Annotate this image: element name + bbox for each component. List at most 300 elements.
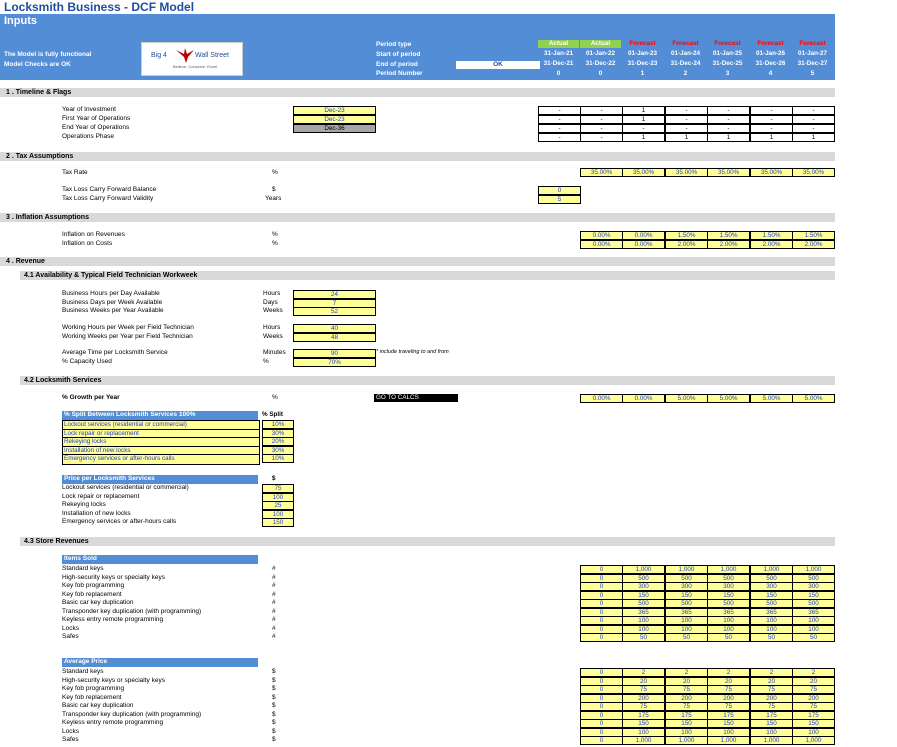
- hdr-start: Start of period: [376, 51, 421, 58]
- item-sold-unit: #: [272, 616, 276, 623]
- section-tax: 2 . Tax Assumptions: [0, 152, 835, 161]
- item-sold-input[interactable]: 100: [750, 616, 793, 625]
- avg-price-label: Standard keys: [62, 668, 104, 675]
- price-input[interactable]: 25: [262, 501, 294, 510]
- availability-input[interactable]: 48: [293, 333, 376, 342]
- timeline-label: First Year of Operations: [62, 115, 131, 122]
- tax-rate-input[interactable]: 35.00%: [665, 168, 708, 177]
- item-sold-unit: #: [272, 590, 276, 598]
- timeline-flag-cell: -: [792, 124, 835, 133]
- item-sold-input[interactable]: 365: [750, 608, 793, 617]
- item-sold-input[interactable]: 0: [580, 633, 623, 642]
- split-input[interactable]: 30%: [262, 429, 294, 438]
- item-sold-input[interactable]: 500: [622, 599, 665, 608]
- logo-tagline: Believe, Conceive, Excel: [173, 64, 218, 69]
- avg-price-unit: $: [272, 693, 276, 701]
- items-sold-header: Items Sold: [62, 555, 258, 564]
- split-col-header: % Split: [262, 411, 283, 418]
- item-sold-input[interactable]: 100: [622, 625, 665, 634]
- avg-price-input[interactable]: 1,000: [622, 736, 665, 745]
- item-sold-input[interactable]: 300: [792, 582, 835, 591]
- item-sold-unit: #: [272, 607, 276, 615]
- section-inflation: 3 . Inflation Assumptions: [0, 213, 835, 222]
- avg-price-unit: $: [272, 668, 276, 675]
- avg-price-input[interactable]: 0: [580, 702, 623, 711]
- item-sold-input[interactable]: 500: [665, 599, 708, 608]
- item-sold-unit: #: [272, 633, 276, 640]
- period-start-cell: 01-Jan-22: [585, 50, 616, 57]
- timeline-flag-cell: -: [792, 115, 835, 124]
- avg-price-input[interactable]: 175: [665, 711, 708, 720]
- availability-unit: Hours: [263, 324, 281, 331]
- item-sold-input[interactable]: 150: [792, 591, 835, 600]
- inflation-input[interactable]: 1.50%: [707, 231, 750, 240]
- item-sold-input[interactable]: 300: [750, 582, 793, 591]
- growth-input[interactable]: 5.00%: [665, 394, 708, 403]
- avg-price-input[interactable]: 0: [580, 694, 623, 703]
- avg-price-input[interactable]: 0: [580, 736, 623, 745]
- avg-price-input[interactable]: 20: [792, 677, 835, 686]
- availability-label: Business Days per Week Available: [62, 298, 163, 306]
- avg-price-input[interactable]: 0: [580, 668, 623, 677]
- price-table-header: Price per Locksmith Services: [62, 475, 258, 484]
- timeline-flag-cell: -: [665, 115, 708, 124]
- avg-price-input[interactable]: 200: [750, 694, 793, 703]
- timeline-flag-cell: -: [580, 124, 623, 133]
- avg-price-input[interactable]: 150: [665, 719, 708, 728]
- tlcf-validity-unit: Years: [265, 195, 282, 202]
- timeline-input[interactable]: Dec-36: [293, 124, 376, 133]
- period-end-cell: 31-Dec-26: [755, 60, 786, 67]
- item-sold-input[interactable]: 1,000: [665, 565, 708, 574]
- split-input[interactable]: 10%: [262, 420, 294, 429]
- item-sold-input[interactable]: 100: [750, 625, 793, 634]
- period-end-cell: 31-Dec-25: [712, 60, 743, 67]
- hdr-period-type: Period type: [376, 41, 412, 48]
- item-sold-input[interactable]: 50: [792, 633, 835, 642]
- avg-price-label: Key fob programming: [62, 685, 125, 692]
- availability-unit: Weeks: [263, 307, 283, 314]
- period-start-cell: 01-Jan-26: [755, 50, 786, 57]
- avg-price-input[interactable]: 175: [622, 711, 665, 720]
- subsection-availability: 4.1 Availability & Typical Field Technician Workweek: [20, 271, 835, 280]
- avg-price-input[interactable]: 75: [792, 685, 835, 694]
- item-sold-input[interactable]: 500: [792, 599, 835, 608]
- split-input[interactable]: 10%: [262, 454, 294, 463]
- tax-rate-input[interactable]: 35.00%: [792, 168, 835, 177]
- avg-price-input[interactable]: 2: [707, 668, 750, 677]
- period-end-cell: 31-Dec-23: [627, 60, 658, 67]
- avg-price-input[interactable]: 100: [622, 728, 665, 737]
- subsection-store: 4.3 Store Revenues: [20, 537, 835, 546]
- timeline-flag-cell: 1: [665, 133, 708, 142]
- avg-price-unit: $: [272, 685, 276, 692]
- item-sold-input[interactable]: 100: [792, 625, 835, 634]
- availability-label: Working Weeks per Year per Field Technician: [62, 332, 193, 340]
- timeline-label: Year of Investment: [62, 106, 116, 113]
- tax-rate-input[interactable]: 35.00%: [622, 168, 665, 177]
- growth-input[interactable]: 0.00%: [622, 394, 665, 403]
- section-revenue: 4 . Revenue: [0, 257, 835, 266]
- avg-price-input[interactable]: 20: [707, 677, 750, 686]
- model-title: Locksmith Business - DCF Model: [0, 0, 379, 14]
- availability-input[interactable]: 7: [293, 299, 376, 308]
- period-end-cell: 31-Dec-24: [670, 60, 701, 67]
- timeline-flag-cell: -: [707, 124, 750, 133]
- inflation-unit: %: [272, 240, 278, 247]
- item-sold-input[interactable]: 365: [707, 608, 750, 617]
- item-sold-input[interactable]: 365: [665, 608, 708, 617]
- price-service-label: Lock repair or replacement: [62, 492, 140, 500]
- inflation-input[interactable]: 0.00%: [622, 240, 665, 249]
- item-sold-input[interactable]: 500: [665, 574, 708, 583]
- status-functional: The Model is fully functional: [4, 51, 92, 58]
- timeline-flag-cell: 1: [622, 106, 665, 115]
- avg-price-unit: $: [272, 727, 276, 735]
- availability-unit: Hours: [263, 290, 281, 297]
- item-sold-input[interactable]: 100: [622, 616, 665, 625]
- tlcf-validity-input[interactable]: 5: [538, 195, 581, 204]
- split-input[interactable]: 20%: [262, 437, 294, 446]
- avg-price-input[interactable]: 200: [665, 694, 708, 703]
- avg-price-input[interactable]: 75: [707, 685, 750, 694]
- avg-price-input[interactable]: 175: [707, 711, 750, 720]
- tax-rate-unit: %: [272, 169, 278, 176]
- item-sold-input[interactable]: 150: [622, 591, 665, 600]
- avg-price-input[interactable]: 100: [792, 728, 835, 737]
- timeline-flag-cell: 1: [750, 133, 793, 142]
- section-timeline: 1 . Timeline & Flags: [0, 88, 835, 97]
- period-num-cell: 2: [683, 70, 688, 77]
- item-sold-input[interactable]: 150: [707, 591, 750, 600]
- avg-price-input[interactable]: 150: [707, 719, 750, 728]
- period-end-cell: 31-Dec-27: [797, 60, 828, 67]
- item-sold-input[interactable]: 100: [665, 625, 708, 634]
- avg-price-input[interactable]: 75: [665, 685, 708, 694]
- avg-price-input[interactable]: 150: [792, 719, 835, 728]
- period-type-cell: Forecast: [622, 40, 663, 48]
- period-type-cell: Forecast: [792, 40, 833, 48]
- period-num-cell: 3: [725, 70, 730, 77]
- company-logo: [141, 42, 243, 76]
- avg-price-label: Keyless entry remote programming: [62, 719, 164, 726]
- split-input[interactable]: 30%: [262, 446, 294, 455]
- period-num-cell: 0: [556, 70, 561, 77]
- avg-price-input[interactable]: 175: [792, 711, 835, 720]
- avg-price-label: Locks: [62, 727, 79, 735]
- price-service-label: Rekeying locks: [62, 501, 106, 508]
- avg-price-input[interactable]: 0: [580, 677, 623, 686]
- item-sold-label: Basic car key duplication: [62, 599, 134, 606]
- item-sold-input[interactable]: 150: [750, 591, 793, 600]
- price-input[interactable]: 150: [262, 518, 294, 527]
- price-input[interactable]: 100: [262, 510, 294, 519]
- item-sold-input[interactable]: 0: [580, 599, 623, 608]
- price-service-label: Emergency services or after-hours calls: [62, 518, 177, 525]
- period-num-cell: 4: [768, 70, 773, 77]
- tlcf-balance-input[interactable]: 0: [538, 186, 581, 195]
- timeline-flag-cell: 1: [707, 133, 750, 142]
- split-service-label: Lockout services (residential or commercial): [63, 421, 259, 430]
- item-sold-input[interactable]: 365: [792, 608, 835, 617]
- avg-price-input[interactable]: 1,000: [792, 736, 835, 745]
- inflation-input[interactable]: 0.00%: [580, 240, 623, 249]
- availability-unit: Minutes: [263, 349, 286, 356]
- item-sold-input[interactable]: 0: [580, 565, 623, 574]
- growth-unit: %: [272, 394, 278, 401]
- item-sold-input[interactable]: 500: [707, 599, 750, 608]
- growth-label: % Growth per Year: [62, 394, 120, 401]
- timeline-label: Operations Phase: [62, 133, 115, 140]
- inflation-input[interactable]: 0.00%: [580, 231, 623, 240]
- timeline-flag-cell: -: [538, 115, 581, 124]
- timeline-flag-cell: -: [707, 115, 750, 124]
- item-sold-label: Key fob programming: [62, 582, 125, 589]
- item-sold-input[interactable]: 300: [707, 582, 750, 591]
- growth-input[interactable]: 5.00%: [750, 394, 793, 403]
- item-sold-input[interactable]: 0: [580, 582, 623, 591]
- timeline-label: End Year of Operations: [62, 124, 130, 131]
- avg-price-input[interactable]: 150: [750, 719, 793, 728]
- item-sold-input[interactable]: 100: [707, 625, 750, 634]
- item-sold-input[interactable]: 50: [622, 633, 665, 642]
- avg-price-input[interactable]: 2: [750, 668, 793, 677]
- availability-input[interactable]: 40: [293, 324, 376, 333]
- avg-price-label: Basic car key duplication: [62, 702, 134, 709]
- avg-price-input[interactable]: 100: [750, 728, 793, 737]
- item-sold-input[interactable]: 300: [622, 582, 665, 591]
- item-sold-input[interactable]: 50: [665, 633, 708, 642]
- availability-label: % Capacity Used: [62, 357, 112, 365]
- logo-text-left: Big 4: [151, 52, 167, 59]
- logo-text-right: Wall Street: [195, 52, 229, 59]
- item-sold-input[interactable]: 100: [665, 616, 708, 625]
- price-input[interactable]: 100: [262, 493, 294, 502]
- inflation-input[interactable]: 1.50%: [792, 231, 835, 240]
- avg-price-unit: $: [272, 719, 276, 726]
- tax-rate-input[interactable]: 35.00%: [707, 168, 750, 177]
- item-sold-unit: #: [272, 573, 276, 581]
- avg-price-input[interactable]: 2: [665, 668, 708, 677]
- split-list: [62, 420, 260, 465]
- item-sold-input[interactable]: 1,000: [707, 565, 750, 574]
- inflation-input[interactable]: 0.00%: [622, 231, 665, 240]
- sheet-title: Inputs: [4, 15, 37, 27]
- item-sold-label: Transponder key duplication (with programming): [62, 607, 202, 615]
- avg-price-input[interactable]: 175: [750, 711, 793, 720]
- period-start-cell: 01-Jan-23: [627, 50, 658, 57]
- tlcf-validity-label: Tax Loss Carry Forward Validity: [62, 195, 154, 202]
- avg-price-input[interactable]: 75: [665, 702, 708, 711]
- inflation-input[interactable]: 2.00%: [750, 240, 793, 249]
- timeline-flag-cell: -: [538, 106, 581, 115]
- timeline-flag-cell: -: [665, 124, 708, 133]
- split-service-label: Installation of new locks: [63, 447, 259, 456]
- item-sold-input[interactable]: 150: [665, 591, 708, 600]
- item-sold-unit: #: [272, 565, 276, 572]
- item-sold-unit: #: [272, 582, 276, 589]
- tlcf-balance-label: Tax Loss Carry Forward Balance: [62, 186, 157, 193]
- tax-rate-input[interactable]: 35.00%: [750, 168, 793, 177]
- tlcf-balance-unit: $: [272, 186, 276, 193]
- item-sold-input[interactable]: 0: [580, 574, 623, 583]
- item-sold-input[interactable]: 0: [580, 608, 623, 617]
- period-type-cell: Forecast: [750, 40, 791, 48]
- period-type-cell: Actual: [580, 40, 621, 48]
- avg-price-input[interactable]: 2: [622, 668, 665, 677]
- avg-price-input[interactable]: 200: [707, 694, 750, 703]
- timeline-input[interactable]: Dec-23: [293, 106, 376, 115]
- timeline-flag-cell: -: [538, 133, 581, 142]
- period-type-cell: Actual: [538, 40, 579, 48]
- item-sold-input[interactable]: 100: [792, 616, 835, 625]
- inflation-label: Inflation on Costs: [62, 240, 113, 247]
- item-sold-input[interactable]: 1,000: [622, 565, 665, 574]
- growth-input[interactable]: 5.00%: [792, 394, 835, 403]
- tax-rate-label: Tax Rate: [62, 169, 88, 176]
- avg-price-input[interactable]: 20: [665, 677, 708, 686]
- avg-price-label: Transponder key duplication (with programming): [62, 710, 202, 718]
- timeline-flag-cell: -: [665, 106, 708, 115]
- timeline-flag-cell: -: [580, 106, 623, 115]
- item-sold-input[interactable]: 0: [580, 616, 623, 625]
- timeline-flag-cell: -: [622, 124, 665, 133]
- avg-price-input[interactable]: 1,000: [750, 736, 793, 745]
- inflation-input[interactable]: 2.00%: [665, 240, 708, 249]
- price-col-header: $: [272, 475, 276, 482]
- item-sold-input[interactable]: 100: [707, 616, 750, 625]
- avg-price-unit: $: [272, 702, 276, 709]
- timeline-flag-cell: -: [792, 106, 835, 115]
- avg-price-input[interactable]: 20: [622, 677, 665, 686]
- availability-input[interactable]: 52: [293, 307, 376, 316]
- avg-price-input[interactable]: 100: [665, 728, 708, 737]
- item-sold-input[interactable]: 500: [750, 599, 793, 608]
- avg-price-label: Key fob replacement: [62, 693, 122, 701]
- availability-unit: Days: [263, 298, 278, 306]
- avg-price-input[interactable]: 200: [792, 694, 835, 703]
- item-sold-label: Standard keys: [62, 565, 104, 572]
- avg-price-input[interactable]: 0: [580, 711, 623, 720]
- timeline-flag-cell: -: [580, 133, 623, 142]
- period-type-cell: Forecast: [707, 40, 748, 48]
- availability-input[interactable]: 24: [293, 290, 376, 299]
- avg-price-input[interactable]: 75: [750, 685, 793, 694]
- period-type-cell: Forecast: [665, 40, 706, 48]
- avg-price-input[interactable]: 2: [792, 668, 835, 677]
- item-sold-input[interactable]: 365: [622, 608, 665, 617]
- tax-rate-input[interactable]: 35.00%: [580, 168, 623, 177]
- avg-price-input[interactable]: 1,000: [665, 736, 708, 745]
- avg-price-input[interactable]: 20: [750, 677, 793, 686]
- timeline-flag-cell: -: [750, 115, 793, 124]
- avg-price-input[interactable]: 0: [580, 685, 623, 694]
- avg-price-unit: $: [272, 710, 276, 718]
- avg-price-input[interactable]: 150: [622, 719, 665, 728]
- avg-price-header: Average Price: [62, 658, 258, 667]
- item-sold-input[interactable]: 500: [792, 574, 835, 583]
- avg-price-input[interactable]: 75: [792, 702, 835, 711]
- avg-price-label: Safes: [62, 736, 79, 743]
- period-start-cell: 01-Jan-25: [712, 50, 743, 57]
- inflation-label: Inflation on Revenues: [62, 231, 125, 238]
- timeline-flag-cell: -: [707, 106, 750, 115]
- avg-price-input[interactable]: 75: [622, 702, 665, 711]
- item-sold-input[interactable]: 300: [665, 582, 708, 591]
- timeline-flag-cell: 1: [622, 115, 665, 124]
- timeline-flag-cell: 1: [792, 133, 835, 142]
- inflation-input[interactable]: 1.50%: [665, 231, 708, 240]
- avg-price-input[interactable]: 0: [580, 719, 623, 728]
- item-sold-input[interactable]: 1,000: [750, 565, 793, 574]
- item-sold-label: Locks: [62, 624, 79, 632]
- availability-label: Average Time per Locksmith Service: [62, 349, 168, 356]
- timeline-flag-cell: -: [580, 115, 623, 124]
- avg-price-unit: $: [272, 736, 276, 743]
- item-sold-label: Safes: [62, 633, 79, 640]
- go-to-calcs-link[interactable]: GO TO CALCS: [374, 394, 458, 402]
- timeline-flag-cell: -: [750, 124, 793, 133]
- period-start-cell: 01-Jan-24: [670, 50, 701, 57]
- item-sold-input[interactable]: 50: [750, 633, 793, 642]
- item-sold-input[interactable]: 0: [580, 625, 623, 634]
- availability-input[interactable]: 70%: [293, 358, 376, 367]
- split-service-label: Rekeying locks: [63, 438, 259, 447]
- avg-price-input[interactable]: 1,000: [707, 736, 750, 745]
- availability-label: Business Hours per Day Available: [62, 290, 160, 297]
- timeline-flag-cell: -: [538, 124, 581, 133]
- hdr-period-num: Period Number: [376, 70, 423, 77]
- period-end-cell: 31-Dec-22: [585, 60, 616, 67]
- availability-input[interactable]: 90: [293, 349, 376, 358]
- availability-label: Business Weeks per Year Available: [62, 307, 164, 314]
- item-sold-input[interactable]: 500: [707, 574, 750, 583]
- period-num-cell: 5: [810, 70, 815, 77]
- travel-note: * include traveling to and from: [376, 349, 449, 355]
- growth-input[interactable]: 5.00%: [707, 394, 750, 403]
- inflation-input[interactable]: 2.00%: [792, 240, 835, 249]
- subsection-services: 4.2 Locksmith Services: [20, 376, 835, 385]
- item-sold-unit: #: [272, 624, 276, 632]
- item-sold-input[interactable]: 500: [750, 574, 793, 583]
- availability-unit: Weeks: [263, 332, 283, 340]
- avg-price-label: High-security keys or specialty keys: [62, 676, 165, 684]
- avg-price-input[interactable]: 200: [622, 694, 665, 703]
- item-sold-input[interactable]: 500: [622, 574, 665, 583]
- avg-price-input[interactable]: 75: [622, 685, 665, 694]
- inflation-unit: %: [272, 231, 278, 238]
- price-input[interactable]: 75: [262, 484, 294, 493]
- timeline-flag-cell: -: [750, 106, 793, 115]
- timeline-flag-cell: 1: [622, 133, 665, 142]
- item-sold-input[interactable]: 50: [707, 633, 750, 642]
- growth-input[interactable]: 0.00%: [580, 394, 623, 403]
- item-sold-label: Key fob replacement: [62, 590, 122, 598]
- avg-price-input[interactable]: 100: [707, 728, 750, 737]
- inflation-input[interactable]: 1.50%: [750, 231, 793, 240]
- avg-price-input[interactable]: 75: [707, 702, 750, 711]
- avg-price-input[interactable]: 0: [580, 728, 623, 737]
- item-sold-input[interactable]: 0: [580, 591, 623, 600]
- inflation-input[interactable]: 2.00%: [707, 240, 750, 249]
- split-service-label: Emergency services or after-hours calls: [64, 455, 175, 462]
- hdr-end: End of period: [376, 61, 418, 68]
- avg-price-input[interactable]: 75: [750, 702, 793, 711]
- status-checks: Model Checks are OK: [4, 61, 71, 68]
- timeline-input[interactable]: Dec-23: [293, 115, 376, 124]
- item-sold-input[interactable]: 1,000: [792, 565, 835, 574]
- item-sold-label: High-security keys or specialty keys: [62, 573, 165, 581]
